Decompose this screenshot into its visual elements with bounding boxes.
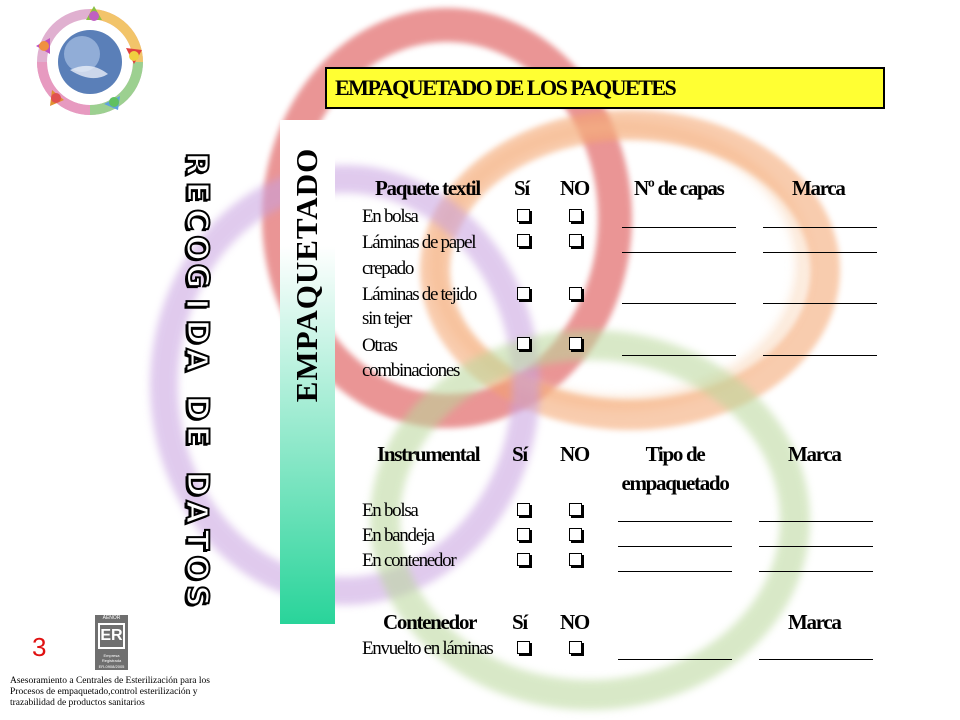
checkbox-icon[interactable]: [517, 287, 530, 300]
side-letter: A: [179, 500, 214, 524]
contenedor-header-si: Sí: [512, 610, 527, 634]
instrumental-header-no: NO: [560, 442, 589, 466]
marca-input-line[interactable]: [759, 521, 873, 522]
side-letter: C: [179, 208, 214, 232]
textil-row-label: En bolsa: [362, 206, 418, 227]
instrumental-row-label: En bolsa: [362, 500, 418, 521]
checkbox-icon[interactable]: [517, 641, 530, 654]
checkbox-icon[interactable]: [517, 553, 530, 566]
side-letter: E: [179, 425, 214, 447]
contenedor-header-no: NO: [560, 610, 589, 634]
marca-input-line[interactable]: [759, 546, 873, 547]
tipo-input-line[interactable]: [618, 571, 732, 572]
checkbox-icon[interactable]: [569, 234, 582, 247]
instrumental-header-tipo-cont: empaquetado: [621, 471, 729, 495]
tipo-input-line[interactable]: [618, 546, 732, 547]
instrumental-header-marca: Marca: [788, 442, 841, 466]
capas-input-line[interactable]: [622, 355, 736, 356]
side-letter: D: [179, 395, 214, 421]
instrumental-header-si: Sí: [512, 442, 527, 466]
textil-row-label: Otras: [362, 335, 397, 356]
aenor-logo-sub: [95, 653, 128, 663]
instrumental-header-tipo: Tipo de: [645, 442, 705, 466]
textil-row-label: Láminas de papel: [362, 232, 476, 253]
contenedor-row-label: Envuelto en láminas: [362, 638, 493, 659]
side-letter: A: [179, 348, 214, 372]
contenedor-header-item: Contenedor: [383, 610, 477, 634]
footer-caption: [10, 676, 210, 709]
textil-header-marca: Marca: [792, 176, 845, 200]
aenor-logo-mark: ER: [98, 623, 125, 649]
marca-input-line[interactable]: [759, 571, 873, 572]
textil-row-label: Láminas de tejido: [362, 284, 477, 305]
marca-input-line[interactable]: [763, 355, 877, 356]
textil-header-capas: Nº de capas: [634, 176, 724, 200]
page-title: EMPAQUETADO DE LOS PAQUETES: [335, 75, 676, 100]
contenedor-header-marca: Marca: [788, 610, 841, 634]
checkbox-icon[interactable]: [569, 287, 582, 300]
checkbox-icon[interactable]: [517, 234, 530, 247]
marca-input-line[interactable]: [763, 252, 877, 253]
instrumental-header-item: Instrumental: [377, 442, 480, 466]
recogida-de-datos-vertical: [158, 150, 234, 610]
empaquetado-vertical-label-wrap: [280, 120, 335, 430]
tipo-input-line[interactable]: [618, 659, 732, 660]
side-letter: I: [178, 298, 214, 310]
checkbox-icon[interactable]: [517, 337, 530, 350]
page-title-bar: [325, 67, 885, 109]
checkbox-icon[interactable]: [569, 503, 582, 516]
textil-row-label-cont: crepado: [362, 258, 414, 279]
checkbox-icon[interactable]: [569, 209, 582, 222]
footer-line: Procesos de empaquetado,control esterilización y: [10, 687, 198, 697]
textil-row-label-cont: combinaciones: [362, 360, 460, 381]
instrumental-row-label: En bandeja: [362, 525, 434, 546]
textil-header-no: NO: [560, 176, 589, 200]
side-letter: E: [179, 181, 214, 203]
aenor-logo-sub-2: Registrada: [101, 658, 122, 663]
side-letter: D: [179, 319, 214, 345]
marca-input-line[interactable]: [763, 227, 877, 228]
marca-input-line[interactable]: [763, 303, 877, 304]
side-letter: R: [178, 152, 214, 176]
side-letter: O: [178, 235, 214, 261]
page-number: 3: [32, 632, 47, 662]
capas-input-line[interactable]: [622, 252, 736, 253]
footer-line: Asesoramiento a Centrales de Esterilización para los: [10, 676, 210, 686]
aenor-logo: [95, 615, 128, 670]
checkbox-icon[interactable]: [517, 528, 530, 541]
side-letter: O: [178, 555, 214, 581]
side-letter: G: [179, 263, 214, 289]
empaquetado-vertical-label: EMPAQUETADO: [289, 147, 325, 403]
side-letter: D: [179, 471, 214, 497]
checkbox-icon[interactable]: [517, 209, 530, 222]
marca-input-line[interactable]: [759, 659, 873, 660]
checkbox-icon[interactable]: [569, 337, 582, 350]
textil-header-si: Sí: [514, 176, 529, 200]
aenor-logo-top: AENOR: [102, 615, 121, 621]
capas-input-line[interactable]: [622, 227, 736, 228]
globe-logo-icon: [30, 2, 150, 122]
checkbox-icon[interactable]: [569, 553, 582, 566]
textil-header-item: Paquete textil: [375, 176, 480, 200]
checkbox-icon[interactable]: [569, 641, 582, 654]
side-letter: T: [179, 529, 214, 551]
aenor-logo-code: ER-0908/2005: [98, 664, 125, 669]
checkbox-icon[interactable]: [569, 528, 582, 541]
capas-input-line[interactable]: [622, 303, 736, 304]
aenor-logo-sub-1: Empresa: [103, 653, 120, 658]
instrumental-row-label: En contenedor: [362, 550, 456, 571]
tipo-input-line[interactable]: [618, 521, 732, 522]
side-letter: S: [178, 585, 214, 607]
footer-line: trazabilidad de productos sanitarios: [10, 698, 145, 708]
textil-row-label-cont: sin tejer: [362, 308, 411, 329]
checkbox-icon[interactable]: [517, 503, 530, 516]
